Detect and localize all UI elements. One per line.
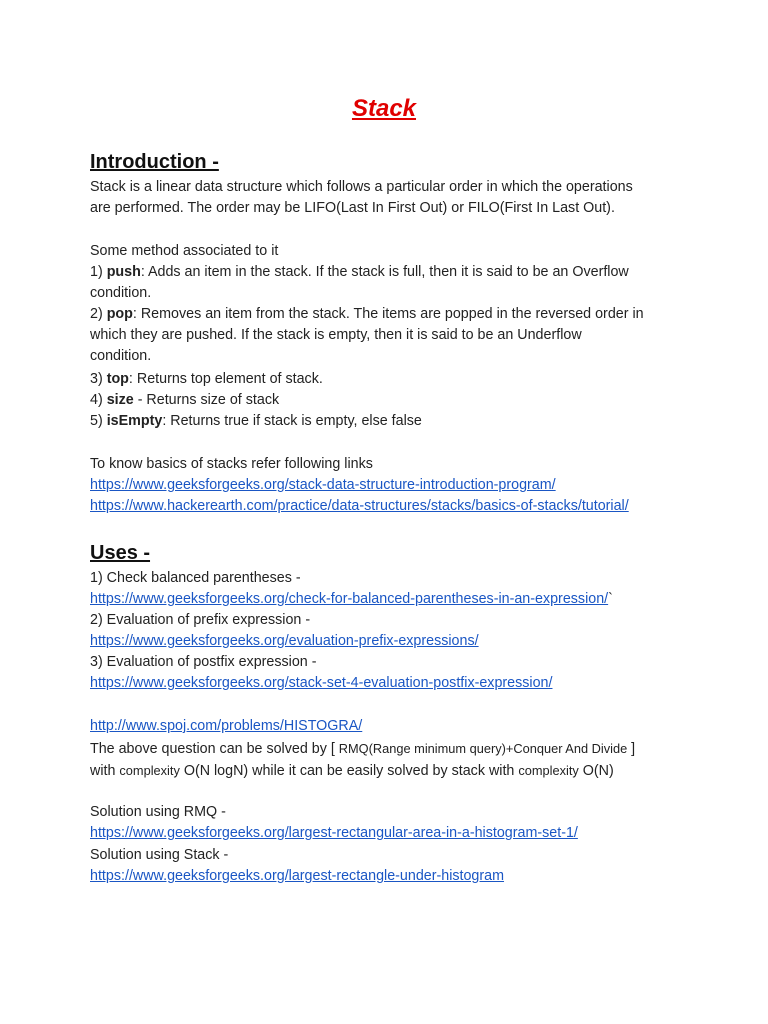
method-desc: - Returns size of stack	[133, 392, 280, 408]
method-desc: : Returns top element of stack.	[128, 371, 323, 387]
method-number: 1)	[90, 264, 107, 280]
spoj-histogra-link[interactable]: http://www.spoj.com/problems/HISTOGRA/	[90, 718, 363, 734]
method-name: isEmpty	[106, 413, 163, 429]
stack-solution-link-line	[90, 866, 504, 887]
rmq-solution-link-line	[90, 823, 578, 844]
method-push-continued: condition.	[90, 285, 152, 301]
use-3-label: 3) Evaluation of postfix expression -	[90, 654, 317, 670]
stack-solution-link[interactable]: https://www.geeksforgeeks.org/largest-rectangle-under-histogram	[90, 868, 505, 884]
use-3-link-line	[90, 673, 552, 694]
intro-paragraph-line-1: Stack is a linear data structure which follows a particular order in which the operations	[90, 179, 633, 195]
balanced-parentheses-link[interactable]: https://www.geeksforgeeks.org/check-for-balanced-parentheses-in-an-expression/	[90, 591, 609, 607]
solve-text: with	[90, 763, 120, 779]
solve-text: ]	[627, 741, 636, 757]
intro-paragraph-line-2: are performed. The order may be LIFO(Last In First Out) or FILO(First In Last Out).	[90, 200, 615, 216]
method-name: top	[106, 371, 129, 387]
method-pop-continued-1: which they are pushed. If the stack is empty, then it is said to be an Underflow	[90, 327, 582, 343]
method-top	[90, 369, 323, 390]
method-pop	[90, 304, 644, 325]
use-1-link-line	[90, 589, 613, 610]
solve-line-2	[90, 760, 614, 782]
postfix-evaluation-link[interactable]: https://www.geeksforgeeks.org/stack-set-4-evaluation-postfix-expression/	[90, 675, 553, 691]
method-desc: : Removes an item from the stack. The items are popped in the reversed order in	[132, 306, 644, 322]
method-name: size	[106, 392, 134, 408]
solve-text: The above question can be solved by [	[90, 741, 339, 757]
method-desc: : Returns true if stack is empty, else false	[162, 413, 422, 429]
complexity-word: complexity	[119, 763, 180, 778]
introduction-heading: Introduction -	[90, 151, 219, 173]
method-number: 2)	[90, 306, 107, 322]
use-2-link-line	[90, 631, 479, 652]
use-1-label: 1) Check balanced parentheses -	[90, 570, 301, 586]
solve-line-1	[90, 738, 635, 760]
complexity-word: complexity	[518, 763, 579, 778]
method-isempty	[90, 411, 422, 432]
links-lead: To know basics of stacks refer following links	[90, 456, 373, 472]
spoj-link-line	[90, 716, 362, 737]
method-name: pop	[106, 306, 133, 322]
page-title: Stack	[351, 95, 417, 122]
use-2-label: 2) Evaluation of prefix expression -	[90, 612, 311, 628]
method-number: 3)	[90, 371, 107, 387]
method-size	[90, 390, 279, 411]
intro-link-2	[90, 496, 629, 517]
uses-heading: Uses -	[90, 542, 151, 564]
method-name: push	[106, 264, 141, 280]
rmq-solution-link[interactable]: https://www.geeksforgeeks.org/largest-rectangular-area-in-a-histogram-set-1/	[90, 825, 578, 841]
method-push	[90, 262, 629, 283]
stray-backtick: `	[608, 591, 613, 607]
hackerearth-stack-tutorial-link[interactable]: https://www.hackerearth.com/practice/data-structures/stacks/basics-of-stacks/tutorial/	[90, 498, 629, 514]
stack-solution-label: Solution using Stack -	[90, 847, 229, 863]
method-number: 4)	[90, 392, 107, 408]
solve-text: O(N)	[578, 763, 614, 779]
method-number: 5)	[90, 413, 107, 429]
intro-link-1	[90, 475, 556, 496]
method-pop-continued-2: condition.	[90, 348, 152, 364]
rmq-method-text: RMQ(Range minimum query)+Conquer And Divide	[338, 741, 628, 756]
geeksforgeeks-stack-intro-link[interactable]: https://www.geeksforgeeks.org/stack-data-structure-introduction-program/	[90, 477, 556, 493]
methods-lead: Some method associated to it	[90, 243, 279, 259]
rmq-solution-label: Solution using RMQ -	[90, 804, 226, 820]
solve-text: O(N logN) while it can be easily solved by stack with	[179, 763, 519, 779]
prefix-evaluation-link[interactable]: https://www.geeksforgeeks.org/evaluation-prefix-expressions/	[90, 633, 479, 649]
method-desc: : Adds an item in the stack. If the stack is full, then it is said to be an Overflow	[140, 264, 629, 280]
